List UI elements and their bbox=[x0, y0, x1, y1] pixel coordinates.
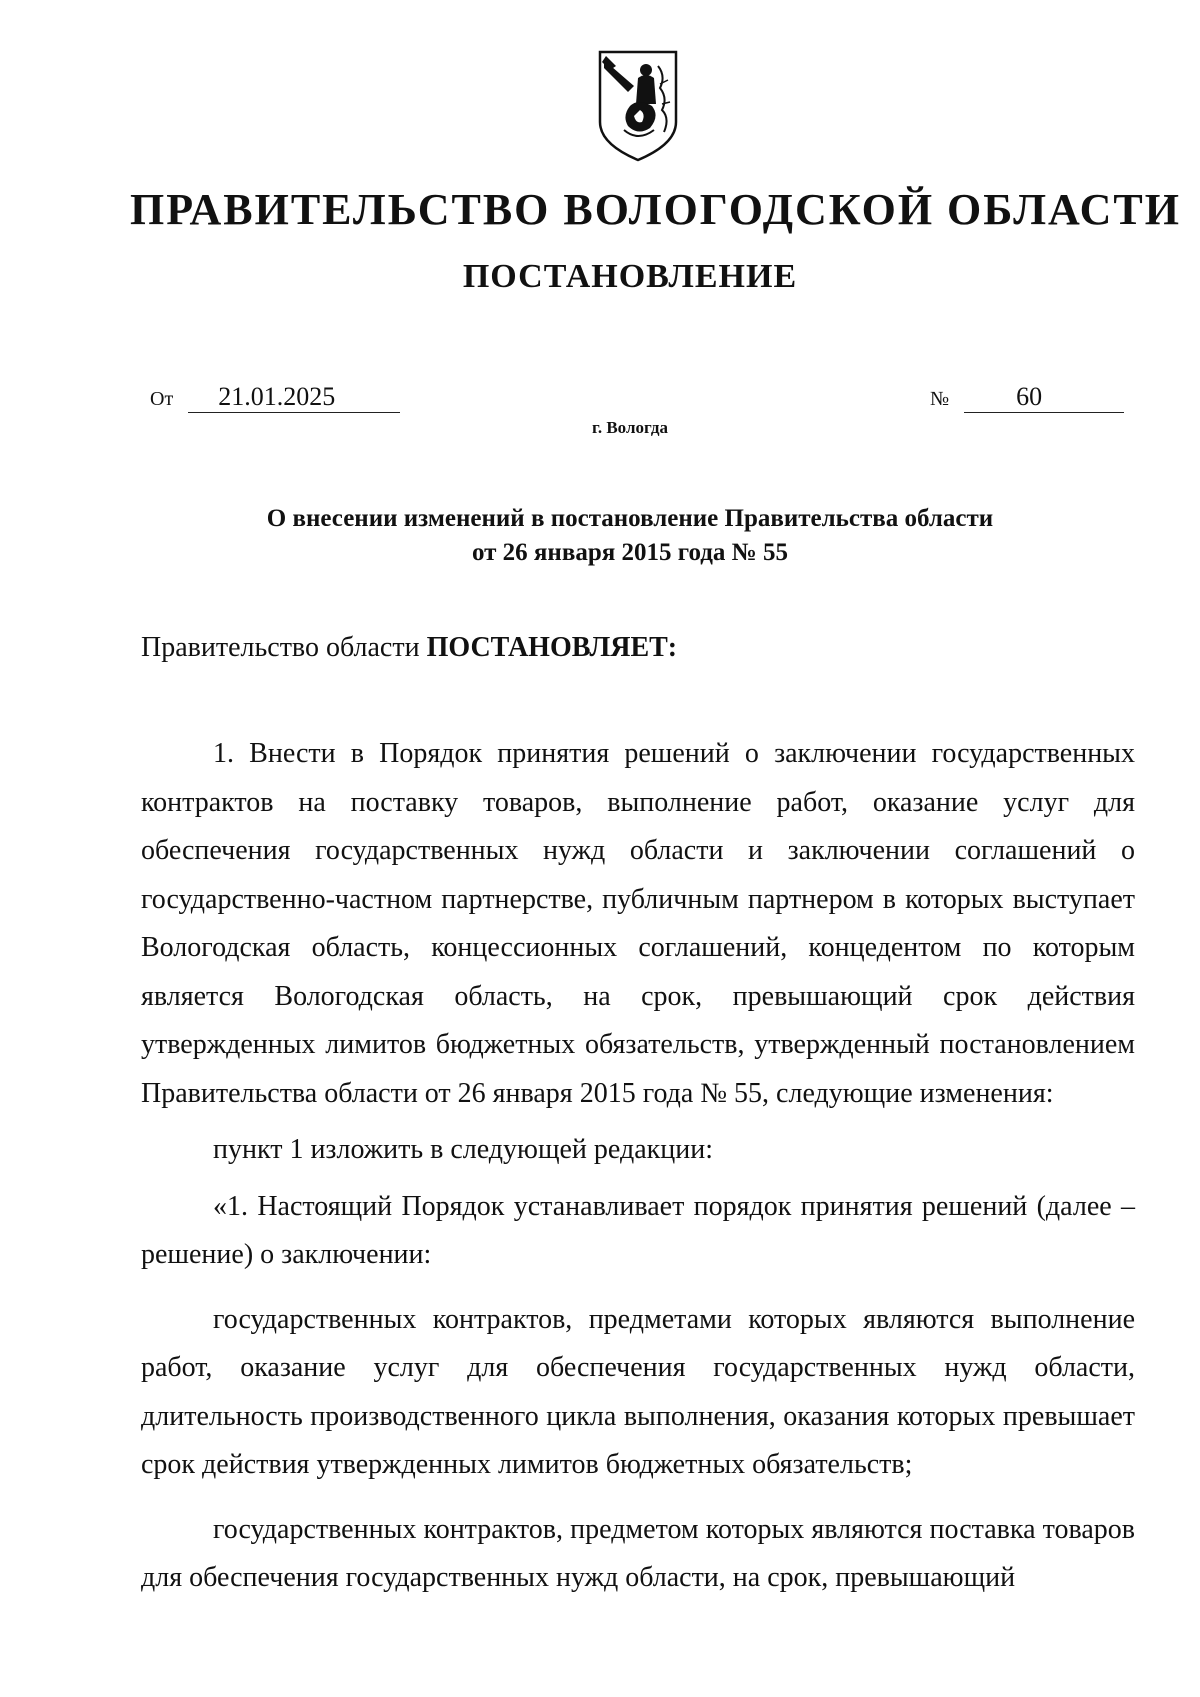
subject-line-2: от 26 января 2015 года № 55 bbox=[471, 539, 789, 566]
date-prefix-label: От bbox=[150, 388, 174, 410]
document-number: 60 bbox=[964, 382, 1124, 413]
document-date-row bbox=[150, 382, 400, 413]
document-date: 21.01.2025 bbox=[188, 382, 400, 413]
document-body bbox=[141, 730, 1135, 1603]
resolution-lead: Правительство области bbox=[141, 632, 420, 663]
body-paragraph: государственных контрактов, предметом которых являются поставка товаров для обеспечения государственных нужд области, на срок, превышающий bbox=[141, 1513, 1135, 1593]
coat-of-arms-icon bbox=[594, 46, 682, 166]
body-paragraph: 1. Внести в Порядок принятия решений о заключении государственных контрактов на поставку товаров, выполнение работ, оказание услуг для обеспечения государственных нужд области и заключении соглашений о государственно-частном партнерстве, публичным партнером в которых выступает Вологодская область, концессионных соглашений, концедентом по которым является Вологодская область, на срок, превышающий срок действия утвержденных лимитов бюджетных обязательств, утвержденный постановлением Правительства области от 26 января 2015 года № 55, следующие изменения: bbox=[141, 738, 1135, 1109]
body-paragraph: государственных контрактов, предметами которых являются выполнение работ, оказание услуг для обеспечения государственных нужд области, длительность производственного цикла выполнения, оказания которых превышает срок действия утвержденных лимитов бюджетных обязательств; bbox=[141, 1303, 1135, 1480]
document-type-title: ПОСТАНОВЛЕНИЕ bbox=[462, 258, 798, 295]
document-number-row bbox=[930, 382, 1124, 413]
organization-title: ПРАВИТЕЛЬСТВО ВОЛОГОДСКОЙ ОБЛАСТИ bbox=[130, 185, 1181, 234]
resolution-statement bbox=[141, 632, 677, 664]
document-subject bbox=[150, 502, 1110, 570]
resolution-keyword: ПОСТАНОВЛЯЕТ: bbox=[426, 632, 678, 663]
document-city: г. Вологда bbox=[592, 418, 668, 437]
number-prefix-label: № bbox=[930, 388, 950, 410]
subject-line-1: О внесении изменений в постановление Правительства области bbox=[266, 505, 994, 532]
body-paragraph: «1. Настоящий Порядок устанавливает порядок принятия решений (далее – решение) о заключении: bbox=[141, 1190, 1135, 1270]
body-paragraph: пункт 1 изложить в следующей редакции: bbox=[213, 1134, 713, 1165]
